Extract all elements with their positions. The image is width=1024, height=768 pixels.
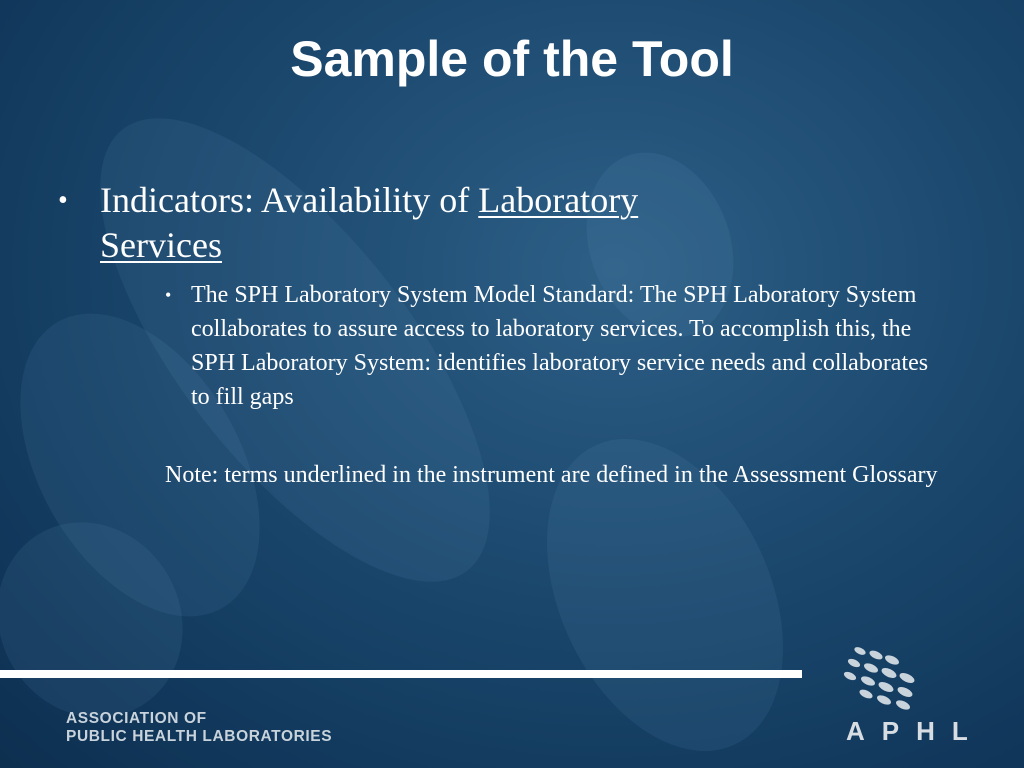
glossary-term-services: Services bbox=[100, 225, 222, 265]
aphl-logo-text: APHL bbox=[846, 716, 985, 746]
slide-content bbox=[58, 178, 958, 492]
organization-name-line-1: ASSOCIATION OF bbox=[66, 710, 207, 727]
slide-title: Sample of the Tool bbox=[290, 31, 734, 87]
organization-name bbox=[66, 710, 332, 746]
organization-name-line-2: PUBLIC HEALTH LABORATORIES bbox=[66, 728, 333, 745]
model-standard-text: The SPH Laboratory System Model Standard: The SPH Laboratory System collaborates to assure access to laboratory services. To accomplish this, the SPH Laboratory System: identifies laboratory service needs and collaborates to fill gaps bbox=[191, 282, 929, 410]
bullet-dot: • bbox=[165, 285, 172, 305]
bullet-dot: • bbox=[58, 185, 68, 216]
glossary-term-laboratory: Laboratory bbox=[478, 180, 639, 220]
bullet-model-standard bbox=[165, 278, 931, 414]
footer-divider bbox=[0, 670, 802, 678]
glossary-note: Note: terms underlined in the instrument are defined in the Assessment Glossary bbox=[165, 462, 938, 488]
aphl-logo-icon bbox=[838, 643, 938, 715]
bullet-indicators-prefix: Indicators: Availability of bbox=[100, 180, 479, 220]
bullet-indicators bbox=[58, 178, 958, 268]
